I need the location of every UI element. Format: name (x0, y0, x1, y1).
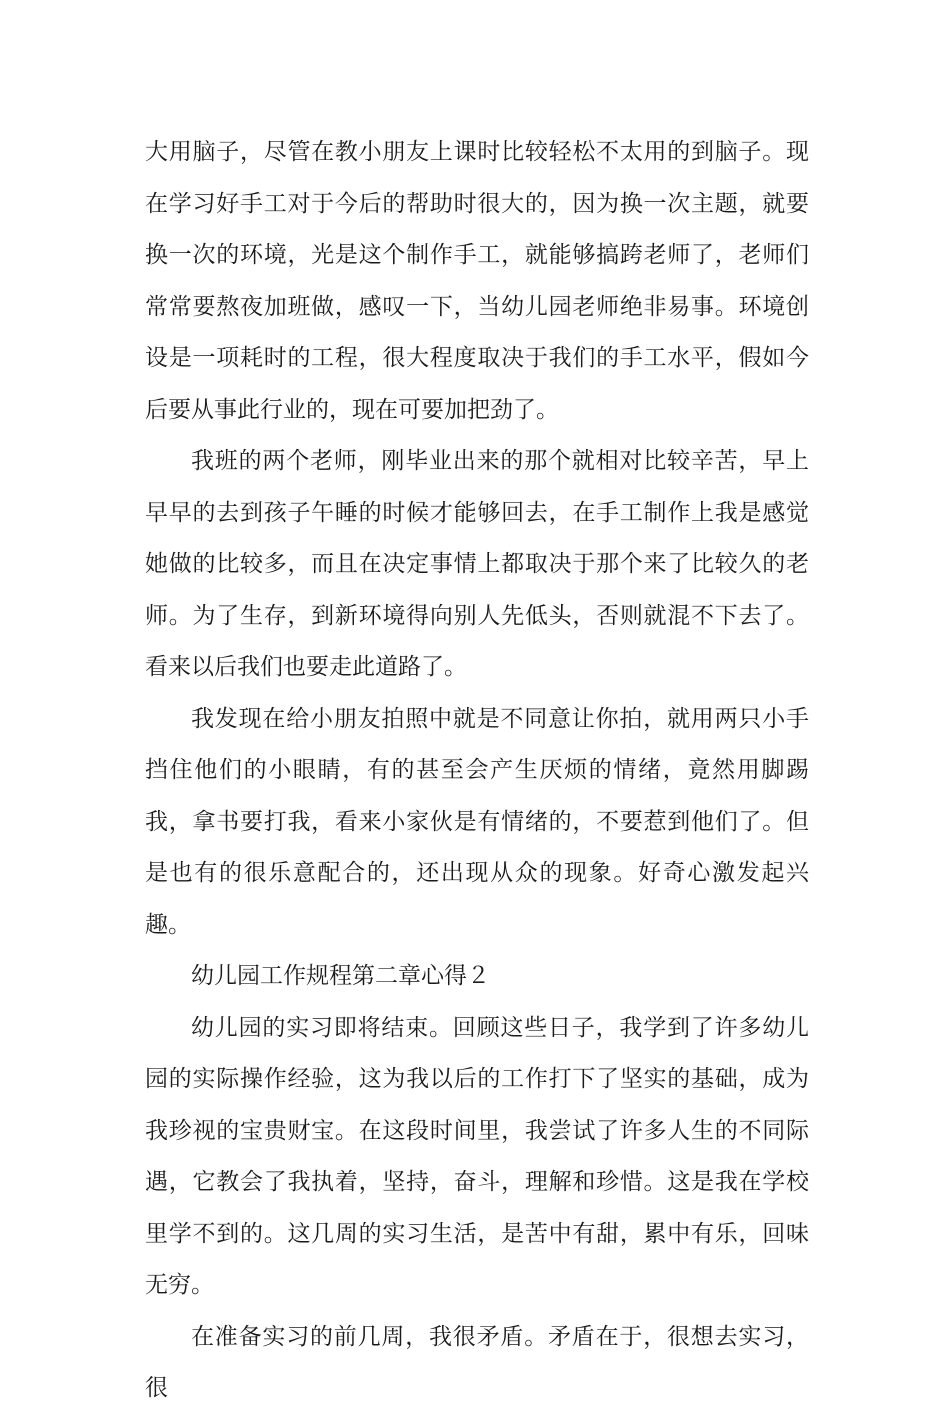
paragraph: 在准备实习的前几周，我很矛盾。矛盾在于，很想去实习，很 (145, 1323, 809, 1401)
document-body (145, 127, 809, 1415)
paragraph: 幼儿园的实习即将结束。回顾这些日子，我学到了许多幼儿园的实际操作经验，这为我以后的工作打下了坚实的基础，成为我珍视的宝贵财宝。在这段时间里，我尝试了许多人生的不同际遇，它教会了我执着，坚持，奋斗，理解和珍惜。这是我在学校里学不到的。这几周的实习生活，是苦中有甜，累中有乐，回味无穷。 (145, 1014, 809, 1298)
section-heading: 幼儿园工作规程第二章心得２ (191, 963, 490, 989)
paragraph: 我发现在给小朋友拍照中就是不同意让你拍，就用两只小手挡住他们的小眼睛，有的甚至会产生厌烦的情绪，竟然用脚踢我，拿书要打我，看来小家伙是有情绪的，不要惹到他们了。但是也有的很乐意配合的，还出现从众的现象。好奇心激发起兴趣。 (145, 705, 809, 938)
paragraph: 我班的两个老师，刚毕业出来的那个就相对比较辛苦，早上早早的去到孩子午睡的时候才能够回去，在手工制作上我是感觉她做的比较多，而且在决定事情上都取决于那个来了比较久的老师。为了生存，到新环境得向别人先低头，否则就混不下去了。看来以后我们也要走此道路了。 (145, 448, 809, 680)
paragraph-continued: 大用脑子，尽管在教小朋友上课时比较轻松不太用的到脑子。现在学习好手工对于今后的帮助时很大的，因为换一次主题，就要换一次的环境，光是这个制作手工，就能够搞跨老师了，老师们常常要熬夜加班做，感叹一下，当幼儿园老师绝非易事。环境创设是一项耗时的工程，很大程度取决于我们的手工水平，假如今后要从事此行业的，现在可要加把劲了。 (145, 139, 809, 423)
